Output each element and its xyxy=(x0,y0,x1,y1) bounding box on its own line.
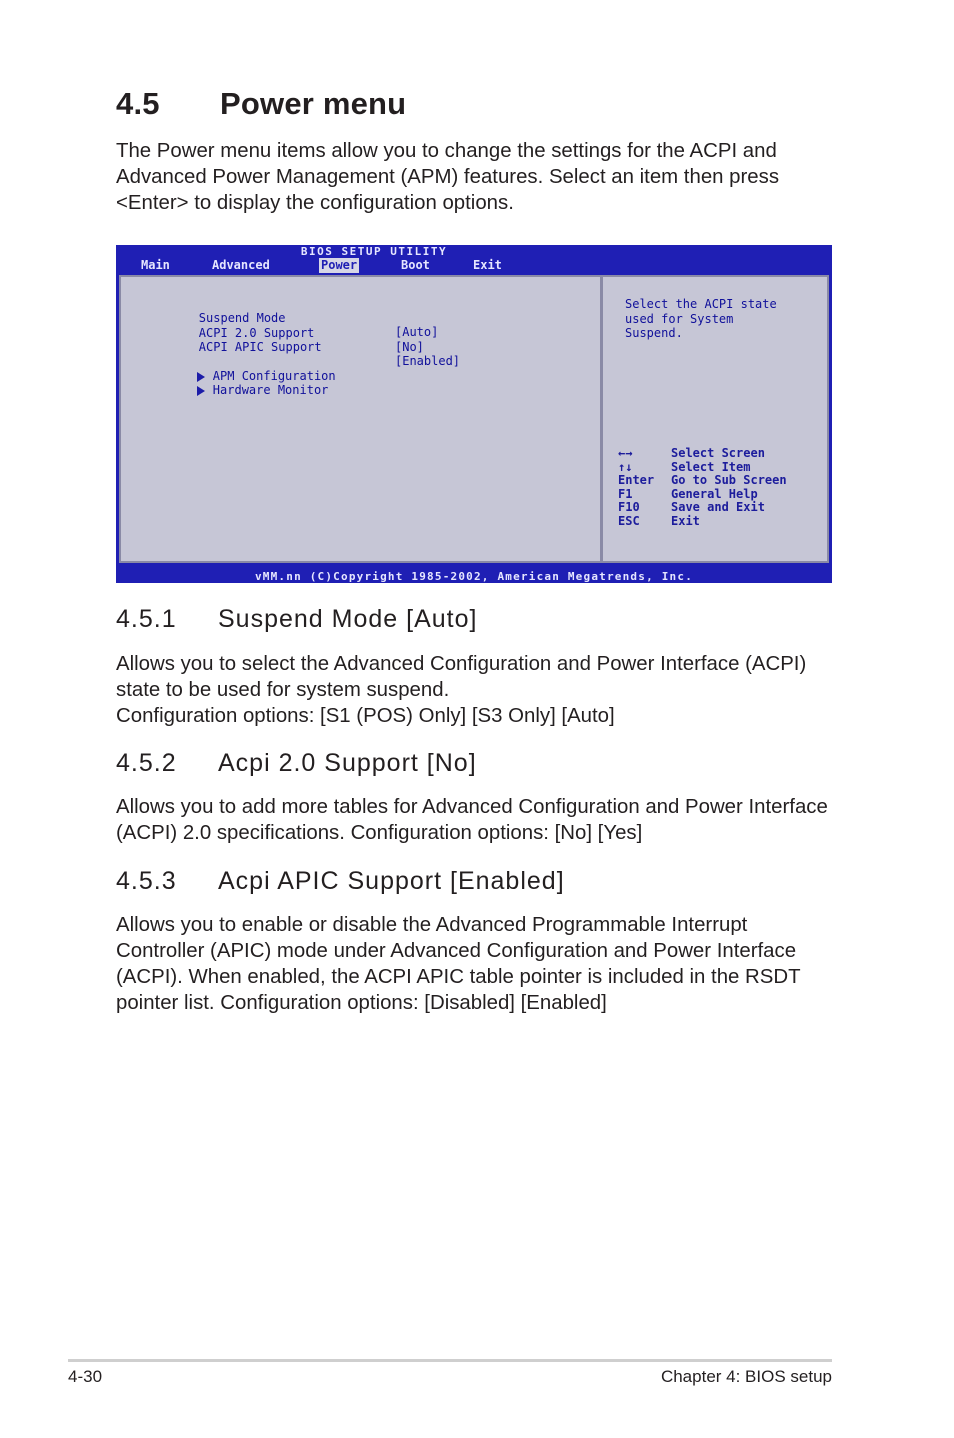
section-heading xyxy=(116,86,406,122)
bios-tab-advanced[interactable]: Advanced xyxy=(212,258,270,272)
bios-tab-power[interactable]: Power xyxy=(321,258,358,272)
subsection-number: 4.5.2 xyxy=(116,749,177,777)
subsection-number: 4.5.1 xyxy=(116,605,177,633)
bios-item-value: [No] xyxy=(395,340,424,354)
bios-item-value: [Auto] xyxy=(395,325,439,339)
key-desc: Save and Exit xyxy=(671,500,765,514)
key-desc: Select Item xyxy=(671,459,751,474)
footer-divider xyxy=(68,1359,832,1362)
bios-tab-boot[interactable]: Boot xyxy=(401,258,430,272)
bios-tab-exit[interactable]: Exit xyxy=(473,258,502,272)
key-name: ←→ xyxy=(618,446,633,460)
key-desc: Exit xyxy=(671,513,700,528)
bios-item-label: ACPI APIC Support xyxy=(198,340,322,354)
bios-item-label: ACPI 2.0 Support xyxy=(198,326,315,340)
bios-tab-main[interactable]: Main xyxy=(141,258,170,272)
bios-tab-bar xyxy=(116,258,832,274)
subsection-title: Acpi APIC Support [Enabled] xyxy=(218,867,565,895)
bios-item-value: [Enabled] xyxy=(395,354,461,368)
bios-body xyxy=(119,275,829,563)
key-desc: Go to Sub Screen xyxy=(671,473,787,487)
subsection-heading-4-5-2 xyxy=(116,749,477,778)
key-name: ESC xyxy=(618,513,640,528)
subsection-title: Acpi 2.0 Support [No] xyxy=(218,749,477,777)
subsection-options: Configuration options: [S1 (POS) Only] [S3 Only] [Auto] xyxy=(116,705,615,727)
subsection-body: Allows you to add more tables for Advanced Configuration and Power Interface (ACPI) 2.0 specifications. Configuration options: [No] [Yes] xyxy=(116,796,828,844)
bios-copyright: vMM.nn (C)Copyright 1985-2002, American Megatrends, Inc. xyxy=(254,570,694,583)
subsection-body: Allows you to enable or disable the Advanced Programmable Interrupt Controller (APIC) mode under Advanced Configuration and Power Interface (ACPI). When enabled, the ACPI APIC table pointer is included in the RSDT pointer list. Configuration options: [Disabled] [Enabled] xyxy=(116,914,801,1014)
submenu-arrow-icon xyxy=(197,386,205,396)
key-name: F10 xyxy=(618,500,640,514)
subsection-number: 4.5.3 xyxy=(116,867,177,895)
page-number: 4-30 xyxy=(68,1367,103,1386)
key-desc: General Help xyxy=(671,486,758,501)
submenu-label: Hardware Monitor xyxy=(212,383,329,397)
subsection-body: Allows you to select the Advanced Configuration and Power Interface (ACPI) state to be used for system suspend. xyxy=(116,653,807,701)
key-name: F1 xyxy=(618,486,633,501)
section-title: Power menu xyxy=(220,86,407,121)
bios-item-label: Suspend Mode xyxy=(198,311,286,325)
subsection-heading-4-5-1 xyxy=(116,605,477,634)
submenu-label: APM Configuration xyxy=(212,369,336,383)
key-name: ↑↓ xyxy=(618,459,633,474)
bios-title: BIOS SETUP UTILITY xyxy=(300,245,448,258)
section-number: 4.5 xyxy=(116,86,160,121)
key-desc: Select Screen xyxy=(671,446,765,460)
key-name: Enter xyxy=(618,473,655,487)
subsection-heading-4-5-3 xyxy=(116,867,565,896)
chapter-label: Chapter 4: BIOS setup xyxy=(660,1367,832,1386)
bios-help-text: Select the ACPI state used for System Suspend. xyxy=(625,297,777,340)
bios-screenshot xyxy=(116,245,832,583)
subsection-title: Suspend Mode [Auto] xyxy=(218,605,478,633)
bios-settings-panel xyxy=(121,277,603,561)
bios-submenu-hardware-monitor[interactable] xyxy=(139,369,328,411)
intro-paragraph: The Power menu items allow you to change the settings for the ACPI and Advanced Power Management (APM) features. Select an item then press <Enter> to display the configuration options. xyxy=(116,140,780,214)
